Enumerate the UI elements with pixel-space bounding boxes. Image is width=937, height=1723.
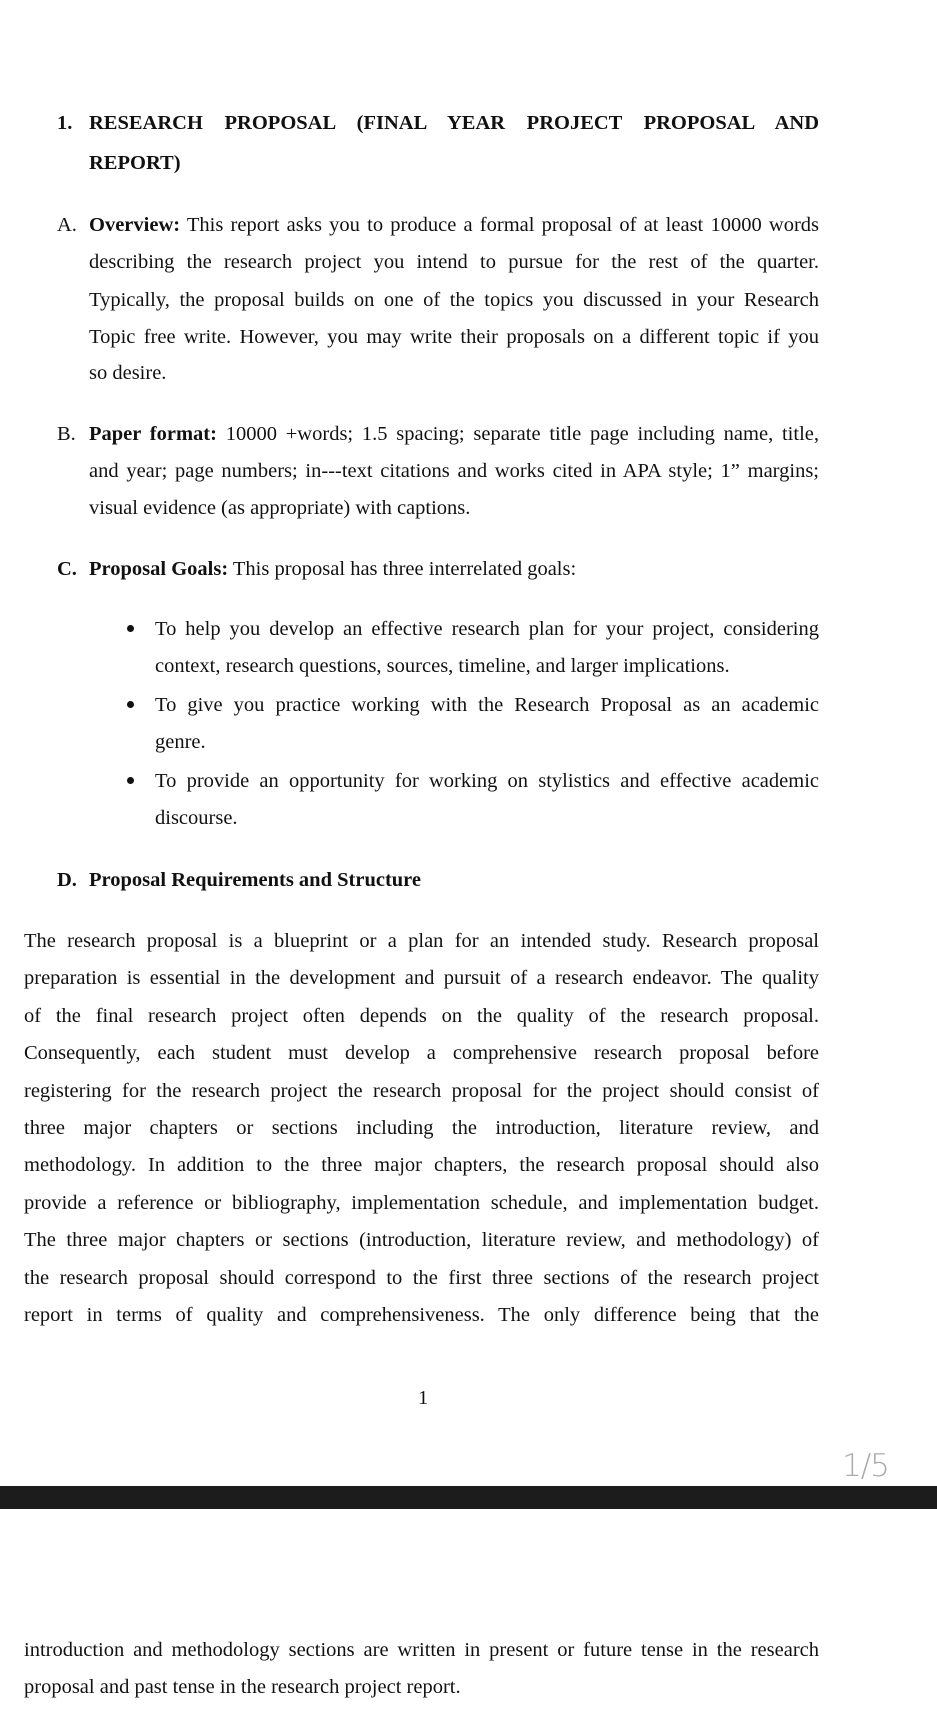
bullet-line: genre. [155, 731, 206, 753]
section-a-line: describing the research project you intend to pursue for the rest of the quarter. [89, 251, 819, 273]
bullet-icon [127, 701, 134, 708]
section-c-line [89, 556, 576, 582]
page-2-line: introduction and methodology sections are written in present or future tense in the research [24, 1639, 819, 1661]
section-b-text: 10000 +words; 1.5 spacing; separate title page including name, title, [216, 423, 819, 445]
section-c-text: This proposal has three interrelated goals: [228, 558, 577, 580]
section-a-line: Topic free write. However, you may write their proposals on a different topic if you [89, 326, 819, 348]
section-a-line: Typically, the proposal builds on one of the topics you discussed in your Research [89, 289, 819, 311]
section-d-label: D. [57, 869, 77, 891]
section-a-line [89, 212, 819, 238]
paragraph-line: preparation is essential in the development and pursuit of a research endeavor. The quality [24, 967, 819, 990]
bullet-line: To help you develop an effective research plan for your project, considering [155, 618, 819, 640]
paragraph-line: the research proposal should correspond to the first three sections of the research project [24, 1266, 819, 1289]
section-c-label: C. [57, 558, 77, 580]
bullet-line: discourse. [155, 807, 238, 829]
paragraph-line: The three major chapters or sections (introduction, literature review, and methodology) of [24, 1229, 819, 1252]
section-b-line: visual evidence (as appropriate) with captions. [89, 497, 471, 519]
paragraph-line: Consequently, each student must develop a comprehensive research proposal before [24, 1042, 819, 1065]
paragraph-line: registering for the research project the research proposal for the project should consist of [24, 1079, 819, 1102]
bullet-line: To provide an opportunity for working on stylistics and effective academic [155, 770, 819, 792]
page-2-line: proposal and past tense in the research project report. [24, 1676, 461, 1698]
paragraph-line: report in terms of quality and comprehensiveness. The only difference being that the [24, 1304, 819, 1326]
paragraph-line: The research proposal is a blueprint or a plan for an intended study. Research proposal [24, 930, 819, 952]
heading-line: REPORT) [89, 152, 181, 174]
paragraph-line: methodology. In addition to the three major chapters, the research proposal should also [24, 1154, 819, 1177]
page-counter: 1/5 [842, 1448, 889, 1484]
section-b-line: and year; page numbers; in---text citations and works cited in APA style; 1” margins; [89, 460, 819, 482]
section-b-line [89, 421, 819, 447]
section-a-text: This report asks you to produce a formal proposal of at least 10000 words [180, 214, 819, 236]
bullet-line: To give you practice working with the Research Proposal as an academic [155, 694, 819, 716]
page-separator [0, 1486, 937, 1509]
bullet-icon [127, 777, 134, 784]
page-number: 1 [418, 1387, 429, 1409]
section-c-title: Proposal Goals: [89, 558, 229, 580]
section-a-line: so desire. [89, 362, 167, 384]
section-a-label: A. [57, 214, 77, 236]
heading-number: 1. [57, 112, 73, 134]
paragraph-line: of the final research project often depends on the quality of the research proposal. [24, 1004, 819, 1027]
section-d-title: Proposal Requirements and Structure [89, 869, 421, 891]
section-a-title: Overview: [89, 214, 181, 236]
paragraph-line: three major chapters or sections including the introduction, literature review, and [24, 1117, 819, 1139]
section-b-label: B. [57, 423, 76, 445]
bullet-line: context, research questions, sources, timeline, and larger implications. [155, 655, 730, 677]
section-b-title: Paper format: [89, 423, 217, 445]
paragraph-line: provide a reference or bibliography, implementation schedule, and implementation budget. [24, 1191, 819, 1214]
heading-line: RESEARCH PROPOSAL (FINAL YEAR PROJECT PROPOSAL AND [89, 112, 819, 134]
bullet-icon [127, 625, 134, 632]
